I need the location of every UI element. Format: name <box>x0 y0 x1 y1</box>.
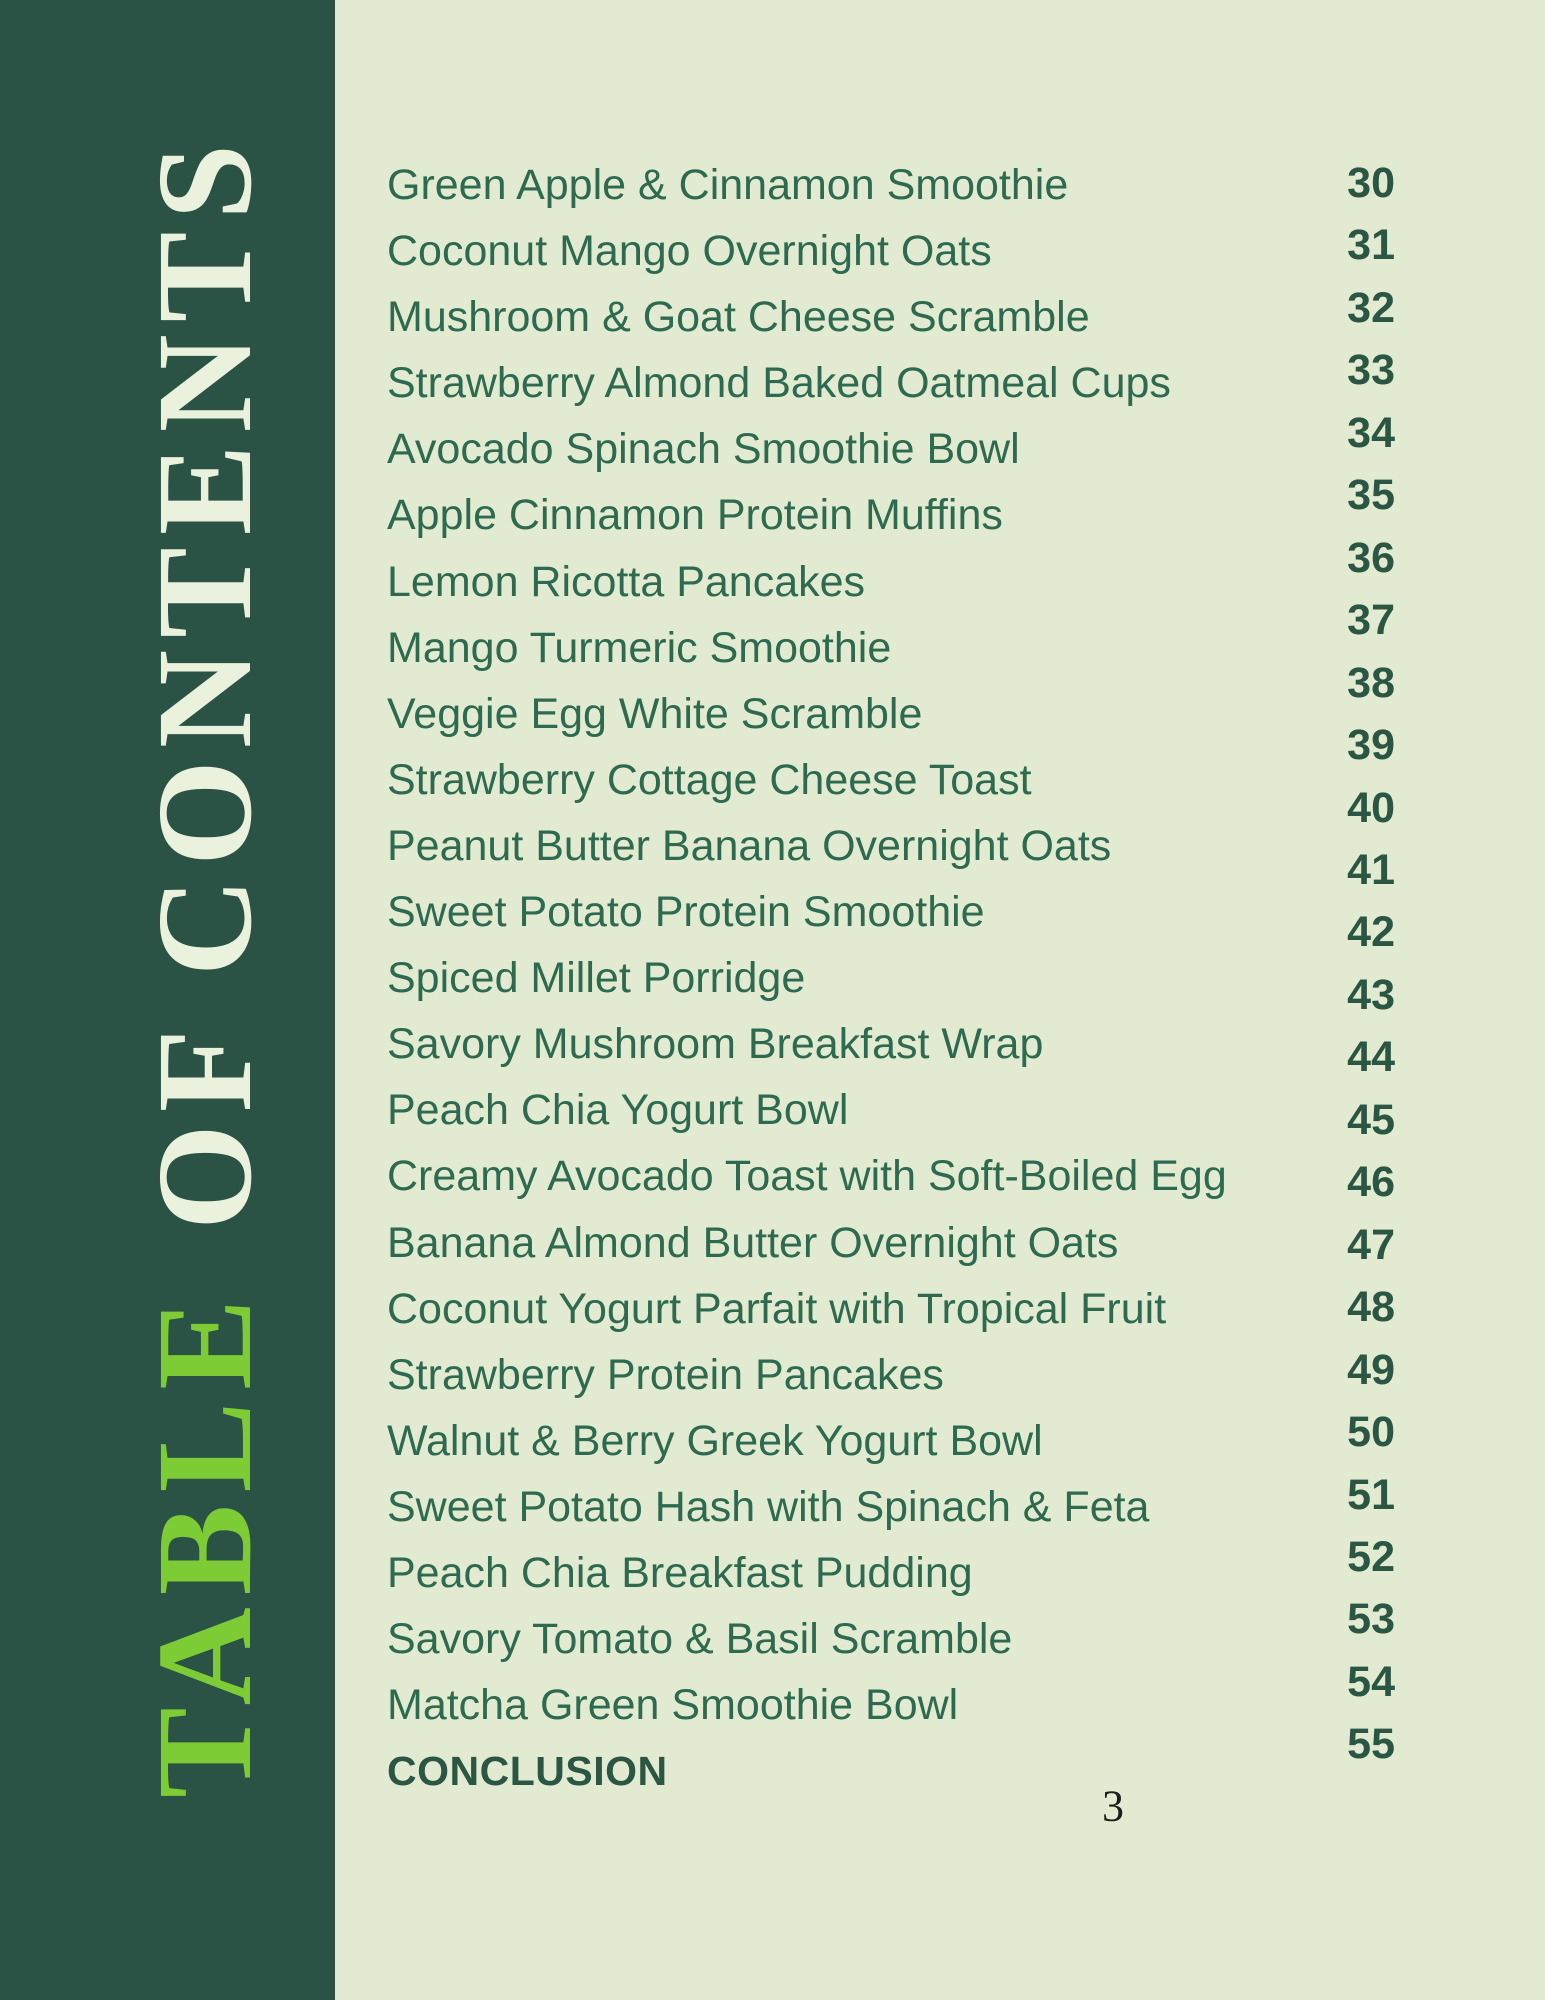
toc-page-number <box>1347 964 1395 1026</box>
toc-page-number <box>1347 652 1395 714</box>
toc-page-number-value: 30 <box>1347 159 1395 207</box>
toc-item-label: Strawberry Cottage Cheese Toast <box>387 755 1032 804</box>
toc-item-label: Sweet Potato Protein Smoothie <box>387 888 985 937</box>
toc-item-label: Green Apple & Cinnamon Smoothie <box>387 161 1069 209</box>
toc-item-label: Lemon Ricotta Pancakes <box>387 557 866 606</box>
toc-page-number-value: 38 <box>1347 658 1395 707</box>
toc-item <box>387 945 1367 1011</box>
toc-page-number-value: 51 <box>1347 1470 1395 1519</box>
toc-item-label: Coconut Yogurt Parfait with Tropical Fruit <box>387 1284 1167 1333</box>
toc-item <box>387 416 1367 482</box>
toc-page-number <box>1347 1588 1395 1650</box>
toc-page-number-value: 37 <box>1347 596 1395 645</box>
toc-item <box>387 482 1367 548</box>
toc-page-number-value: 49 <box>1347 1345 1395 1394</box>
toc-item-label: Banana Almond Butter Overnight Oats <box>387 1218 1119 1267</box>
toc-page-number-value: 43 <box>1347 970 1395 1019</box>
toc-page-number-value: 50 <box>1347 1408 1395 1457</box>
sidebar <box>0 0 335 2000</box>
toc-page-number-value: 52 <box>1347 1532 1395 1581</box>
vertical-title-word-table: TABLE <box>130 1287 280 1799</box>
toc-page-number-value: 40 <box>1347 783 1395 832</box>
toc-item <box>387 1474 1367 1540</box>
toc-item <box>387 1276 1367 1342</box>
toc-item-label: Sweet Potato Hash with Spinach & Feta <box>387 1482 1150 1531</box>
toc-item <box>387 1738 1367 1804</box>
toc-page-number <box>1347 1339 1395 1401</box>
page-number-footer: 3 <box>1102 1781 1124 1831</box>
toc-page-number-value: 34 <box>1347 408 1395 457</box>
toc-item-label: Coconut Mango Overnight Oats <box>387 227 992 276</box>
toc-page-number <box>1347 277 1395 339</box>
toc-page-number <box>1347 901 1395 963</box>
toc-item-label: Strawberry Almond Baked Oatmeal Cups <box>387 359 1171 408</box>
toc-page-number-value: 41 <box>1347 845 1395 894</box>
toc-page-number <box>1347 152 1395 214</box>
toc-item <box>387 284 1367 350</box>
toc-page-number <box>1347 1651 1395 1713</box>
toc-item-label: Savory Mushroom Breakfast Wrap <box>387 1020 1044 1069</box>
toc-page-number <box>1347 1214 1395 1276</box>
toc-item <box>387 1672 1367 1738</box>
toc-item-label: Mango Turmeric Smoothie <box>387 623 892 672</box>
toc-item-label: Peanut Butter Banana Overnight Oats <box>387 821 1112 870</box>
toc-page-number <box>1347 714 1395 776</box>
toc-page-number-list <box>1347 152 1395 1776</box>
toc-page-number-value: 54 <box>1347 1657 1395 1706</box>
toc-page-number-value: 39 <box>1347 721 1395 770</box>
toc-item <box>387 350 1367 416</box>
toc-title-list <box>387 152 1367 1804</box>
toc-item-label: Spiced Millet Porridge <box>387 954 806 1003</box>
toc-item-label: Mushroom & Goat Cheese Scramble <box>387 293 1090 342</box>
toc-item <box>387 1408 1367 1474</box>
toc-page-number <box>1347 1464 1395 1526</box>
toc-item <box>387 1606 1367 1672</box>
toc-item-label: Walnut & Berry Greek Yogurt Bowl <box>387 1416 1043 1465</box>
toc-item <box>387 1011 1367 1077</box>
toc-item <box>387 1143 1367 1209</box>
toc-page-number <box>1347 1151 1395 1213</box>
toc-item-label: Veggie Egg White Scramble <box>387 689 923 738</box>
toc-page-number <box>1347 464 1395 526</box>
toc-page-number <box>1347 1276 1395 1338</box>
toc-item <box>387 152 1367 218</box>
toc-page-number <box>1347 839 1395 901</box>
toc-page-number <box>1347 1089 1395 1151</box>
toc-page-number-value: 31 <box>1347 221 1395 270</box>
toc-page-number-value: 32 <box>1347 283 1395 332</box>
toc-item-label: Matcha Green Smoothie Bowl <box>387 1681 959 1730</box>
toc-item <box>387 747 1367 813</box>
toc-item-label: Creamy Avocado Toast with Soft-Boiled Egg <box>387 1152 1227 1201</box>
toc-item-label: Peach Chia Breakfast Pudding <box>387 1548 973 1597</box>
toc-page-number <box>1347 1026 1395 1088</box>
vertical-title-word-of-contents: OF CONTENTS <box>130 131 280 1230</box>
toc-page-number-value: 48 <box>1347 1283 1395 1332</box>
toc-item <box>387 218 1367 284</box>
toc-page-number <box>1347 777 1395 839</box>
toc-item-label: Apple Cinnamon Protein Muffins <box>387 491 1003 540</box>
toc-item <box>387 1077 1367 1143</box>
toc-page-number <box>1347 339 1395 401</box>
toc-item <box>387 615 1367 681</box>
toc-item <box>387 1540 1367 1606</box>
toc-item-label: Strawberry Protein Pancakes <box>387 1350 944 1399</box>
toc-page-number-value: 53 <box>1347 1595 1395 1644</box>
toc-item <box>387 813 1367 879</box>
toc-page-number <box>1347 1526 1395 1588</box>
toc-page-number-value: 47 <box>1347 1220 1395 1269</box>
toc-item <box>387 879 1367 945</box>
toc-item-label: Peach Chia Yogurt Bowl <box>387 1086 849 1135</box>
toc-page-number-value: 35 <box>1347 471 1395 520</box>
toc-page-number-value: 44 <box>1347 1033 1395 1082</box>
toc-page-number-value: 55 <box>1347 1720 1395 1769</box>
toc-item <box>387 1210 1367 1276</box>
toc-page-number-value: 46 <box>1347 1158 1395 1207</box>
toc-item-label: CONCLUSION <box>387 1748 668 1795</box>
toc-page-number <box>1347 1401 1395 1463</box>
toc-item <box>387 1342 1367 1408</box>
toc-page-number <box>1347 527 1395 589</box>
toc-page-number-value: 45 <box>1347 1095 1395 1144</box>
toc-item <box>387 681 1367 747</box>
toc-page-number <box>1347 402 1395 464</box>
vertical-page-title <box>130 131 280 1799</box>
toc-item-label: Savory Tomato & Basil Scramble <box>387 1615 1013 1664</box>
toc-item-label: Avocado Spinach Smoothie Bowl <box>387 425 1020 474</box>
toc-page-number <box>1347 1713 1395 1775</box>
toc-page-number-value: 33 <box>1347 346 1395 395</box>
toc-page-number <box>1347 589 1395 651</box>
toc-page-number-value: 42 <box>1347 908 1395 957</box>
toc-page-number <box>1347 214 1395 276</box>
toc-content <box>335 0 1545 2000</box>
toc-item <box>387 549 1367 615</box>
toc-page-number-value: 36 <box>1347 533 1395 582</box>
